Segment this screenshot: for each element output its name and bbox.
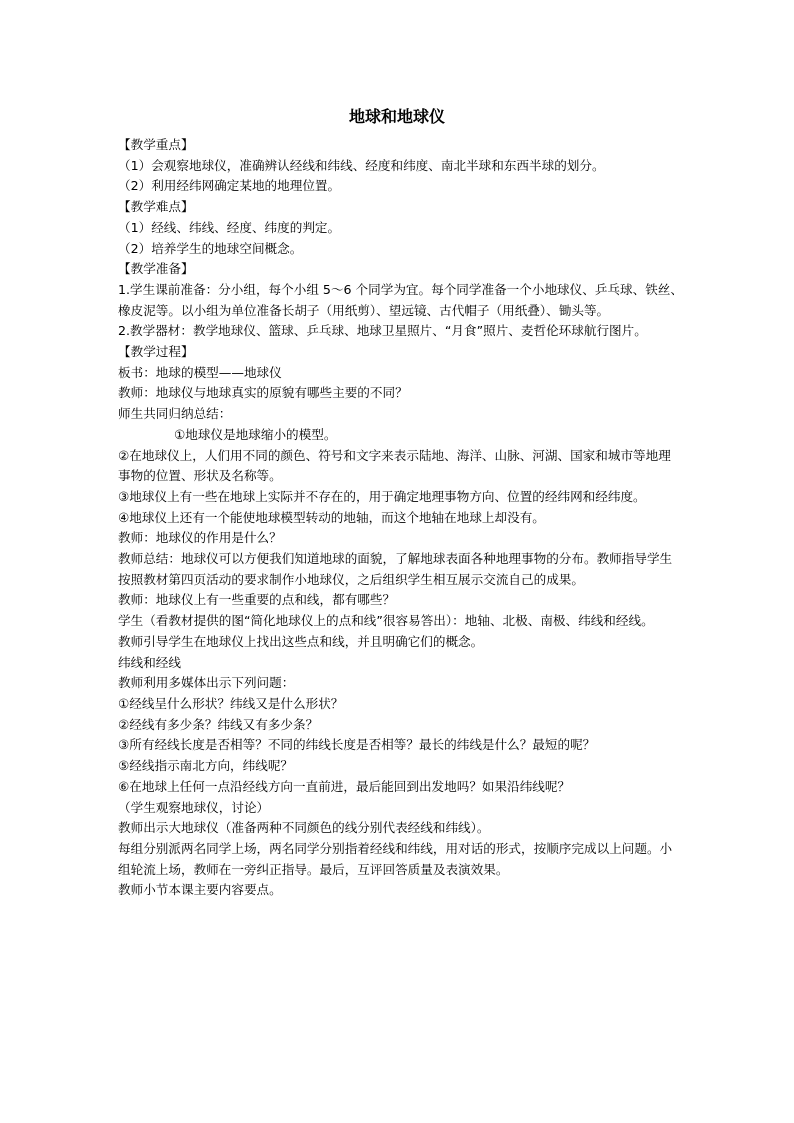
paragraph: 教师：地球仪的作用是什么？ bbox=[118, 530, 282, 546]
paragraph: 教师利用多媒体出示下列问题： bbox=[118, 675, 295, 691]
paragraph: 师生共同归纳总结： bbox=[118, 406, 232, 422]
paragraph: ⑥在地球上任何一点沿经线方向一直前进，最后能回到出发地吗？如果沿纬线呢？ bbox=[118, 778, 571, 794]
paragraph: 教师小节本课主要内容要点。 bbox=[118, 882, 282, 898]
paragraph: 学生（看教材提供的图“简化地球仪上的点和线”很容易答出）：地轴、北极、南极、纬线和经线。 bbox=[118, 613, 654, 629]
paragraph: （2）培养学生的地球空间概念。 bbox=[118, 240, 303, 256]
paragraph: 纬线和经线 bbox=[118, 654, 181, 670]
paragraph: 教师：地球仪上有一些重要的点和线，都有哪些？ bbox=[118, 592, 396, 608]
paragraph: ①地球仪是地球缩小的模型。 bbox=[174, 426, 337, 442]
paragraph: （1）会观察地球仪，准确辨认经线和纬线、经度和纬度、南北半球和东西半球的划分。 bbox=[118, 157, 605, 173]
paragraph: 【教学重点】 bbox=[118, 137, 194, 152]
paragraph: （2）利用经纬网确定某地的地理位置。 bbox=[118, 178, 341, 194]
paragraph: 【教学准备】 bbox=[118, 261, 194, 277]
paragraph: 教师总结：地球仪可以方便我们知道地球的面貌，了解地球表面各种地理事物的分布。教师指导学生按照教材第四页活动的要求制作小地球仪，之后组织学生相互展示交流自己的成果。 bbox=[118, 551, 673, 587]
paragraph: ⑤经线指示南北方向，纬线呢？ bbox=[118, 758, 294, 774]
paragraph: ①经线呈什么形状？纬线又是什么形状？ bbox=[118, 695, 344, 711]
paragraph: 教师引导学生在地球仪上找出这些点和线，并且明确它们的概念。 bbox=[118, 633, 484, 649]
document-body bbox=[118, 135, 683, 901]
paragraph: （学生观察地球仪，讨论） bbox=[118, 799, 270, 815]
paragraph: 2.教学器材：教学地球仪、篮球、乒乓球、地球卫星照片、“月食”照片、麦哲伦环球航行图片。 bbox=[118, 323, 647, 339]
paragraph: ③所有经线长度是否相等？不同的纬线长度是否相等？最长的纬线是什么？最短的呢？ bbox=[118, 737, 596, 753]
document-title: 地球和地球仪 bbox=[348, 107, 445, 126]
paragraph: 每组分别派两名同学上场，两名同学分别指着经线和纬线，用对话的形式，按顺序完成以上问题。小组轮流上场，教师在一旁纠正指导。最后，互评回答质量及表演效果。 bbox=[118, 840, 673, 877]
paragraph: 【教学难点】 bbox=[118, 199, 194, 215]
paragraph: ②经线有多少条？纬线又有多少条？ bbox=[118, 716, 319, 732]
paragraph: 【教学过程】 bbox=[118, 344, 194, 360]
paragraph: ③地球仪上有一些在地球上实际并不存在的，用于确定地理事物方向、位置的经纬网和经纬度。 bbox=[118, 488, 646, 504]
paragraph: （1）经线、纬线、经度、纬度的判定。 bbox=[118, 219, 341, 235]
paragraph: ②在地球仪上，人们用不同的颜色、符号和文字来表示陆地、海洋、山脉、河湖、国家和城市等地理事物的位置、形状及名称等。 bbox=[118, 447, 671, 484]
paragraph: 板书：地球的模型——地球仪 bbox=[118, 364, 282, 380]
paragraph: 1.学生课前准备：分小组，每个小组 5～6 个同学为宜。每个同学准备一个小地球仪、乒乓球、铁丝、橡皮泥等。以小组为单位准备长胡子（用纸剪）、望远镜、古代帽子（用纸叠）、锄头等。 bbox=[118, 281, 683, 318]
paragraph: 教师：地球仪与地球真实的原貌有哪些主要的不同？ bbox=[118, 385, 408, 401]
paragraph: 教师出示大地球仪（准备两种不同颜色的线分别代表经线和纬线）。 bbox=[118, 820, 490, 836]
paragraph: ④地球仪上还有一个能使地球模型转动的地轴，而这个地轴在地球上却没有。 bbox=[118, 509, 545, 525]
